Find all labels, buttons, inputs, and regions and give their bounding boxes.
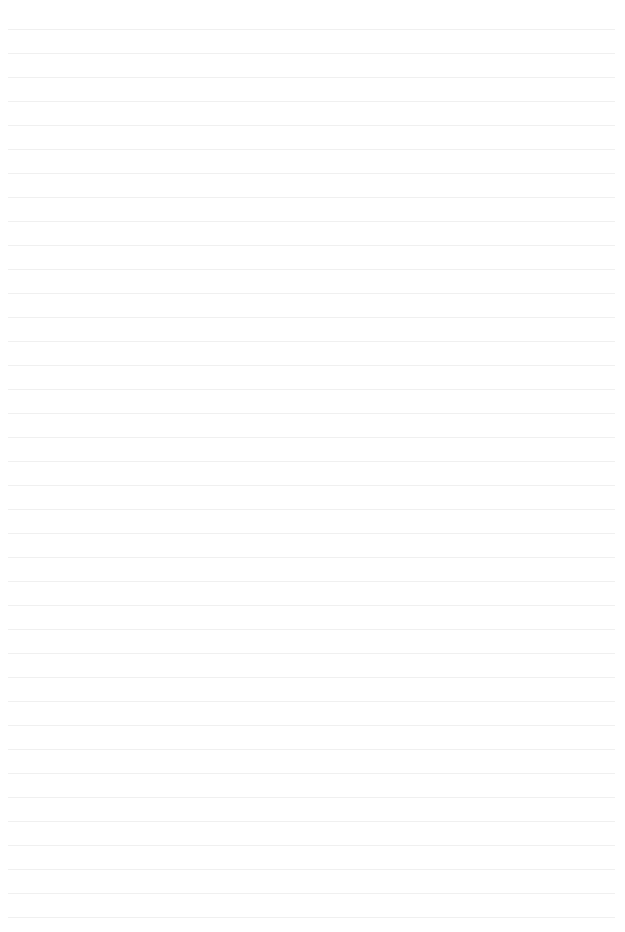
paragraph-4 bbox=[8, 486, 615, 534]
paragraph-1 bbox=[8, 6, 615, 270]
paragraph-12 bbox=[8, 870, 615, 918]
paragraph-10 bbox=[8, 774, 615, 822]
paragraph-6 bbox=[8, 582, 615, 630]
paragraph-11 bbox=[8, 822, 615, 870]
paragraph-9 bbox=[8, 726, 615, 774]
paragraph-8 bbox=[8, 678, 615, 726]
paragraph-5 bbox=[8, 534, 615, 582]
paragraph-3 bbox=[8, 366, 615, 486]
paragraph-7 bbox=[8, 630, 615, 678]
paragraph-2 bbox=[8, 270, 615, 366]
